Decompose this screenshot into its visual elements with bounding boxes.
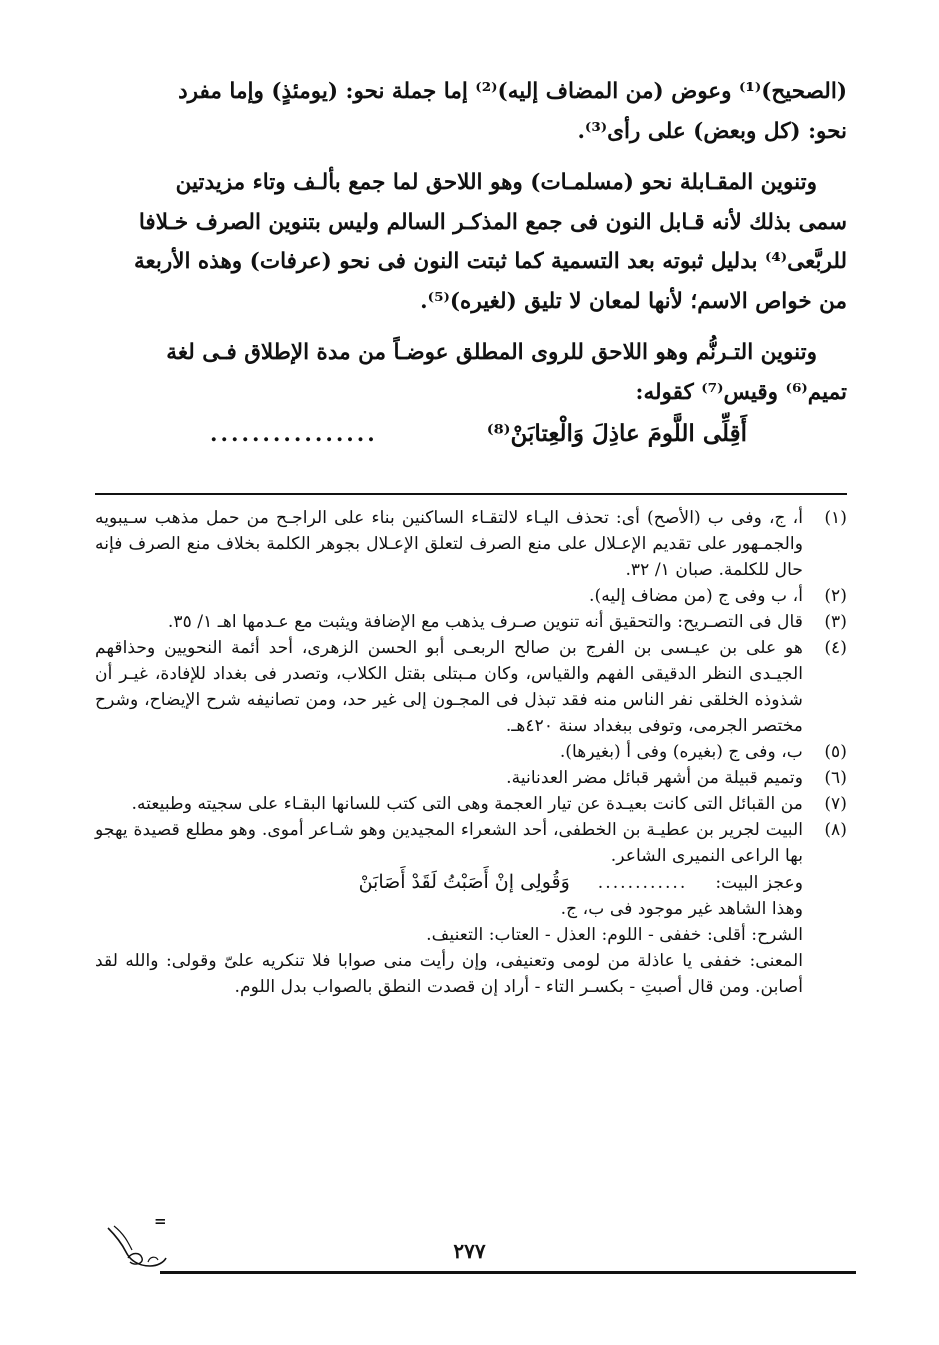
footnote-text: البيت لجرير بن عطيـة بن الخطفى، أحد الشعراء المجيدين وهو شـاعر أموى. وهو مطلع قصيدة يهجو بها الراعى النميرى الشاعر. xyxy=(95,820,803,866)
paragraph-2-line-1: وتنوين المقـابلة نحو (مسلمـات) وهو اللاحق لما جمع بألـف وتاء مزيدتين xyxy=(175,170,817,195)
hemistich-label: وعجز البيت: xyxy=(715,873,803,893)
footnote-number: (٨) xyxy=(824,820,847,840)
footnote-2 xyxy=(95,583,847,609)
footnote-text: من القبائل التى كانت بعيـدة عن تيار العجمة وهى التى كتب للسانها البقـاء على سجيته وطبيعته. xyxy=(131,794,803,814)
page-body xyxy=(95,72,847,455)
paragraph-2-line-3: للربَّعى⁽⁴⁾ بدليل ثبوته بعد التسمية كما ثبتت النون فى نحو (عرفات) وهذه الأربعة xyxy=(133,249,847,274)
note-line: وهذا الشاهد غير موجود فى ب، ج. xyxy=(560,899,803,919)
poetry-verse xyxy=(95,414,847,455)
footnote-6 xyxy=(95,765,847,791)
footnote-text: قال فى التصـريح: والتحقيق أنه تنوين صـرف يذهب مع الإضافة ويثبت مع عـدمها اهـ ١/ ٣٥. xyxy=(167,612,803,632)
verse-second-hemistich xyxy=(95,869,803,896)
footnote-7 xyxy=(95,791,847,817)
footnote-number: (٧) xyxy=(824,794,847,814)
paragraph-1-line-2: نحو: (كل وبعض) على رأى⁽³⁾. xyxy=(577,118,847,144)
footnotes xyxy=(95,505,847,1000)
page-bottom-rule xyxy=(160,1271,856,1274)
paragraph-2-line-4: من خواص الاسم؛ لأنها لمعان لا تليق (لغيره)⁽⁵⁾. xyxy=(420,288,847,314)
hemistich-text: وَقُولِى إنْ أَصَبْتُ لَقَدْ أَصَابَنْ xyxy=(358,871,570,893)
footnote-4 xyxy=(95,635,847,739)
footnote-number: (٦) xyxy=(824,768,847,788)
footnote-number: (٢) xyxy=(824,586,847,606)
footnote-text: وتميم قبيلة من أشهر قبائل مضر العدنانية. xyxy=(506,768,803,788)
footnote-number: (١) xyxy=(824,508,847,528)
page-number: ٢٧٧ xyxy=(453,1239,486,1263)
paragraph-1-line-1: (الصحيح)⁽¹⁾ وعوض (من المضاف إليه)⁽²⁾ إما جملة نحو: (يومئذٍ) وإما مفرد xyxy=(178,79,847,104)
paragraph-3-line-2: تميم⁽⁶⁾ وقيس⁽⁷⁾ كقوله: xyxy=(635,379,847,405)
main-text xyxy=(95,72,847,455)
footnote-8-details xyxy=(95,869,847,1000)
footnote-number: (٥) xyxy=(824,742,847,762)
paragraph-2-line-2: سمى بذلك لأنه قـابل النون فى جمع المذكـر السالم وليس بتنوين الصرف خـلافا xyxy=(138,209,847,235)
footnote-3 xyxy=(95,609,847,635)
verse-text: أَقِلِّى اللَّومَ عاذِلَ وَالْعِتابَنْ⁽⁸⁾ xyxy=(486,420,747,447)
footnote-separator xyxy=(95,493,847,495)
note-explanation: الشرح: أقلى: خففى - اللوم: العذل - العتاب: التعنيف. xyxy=(426,925,803,945)
footnote-text: أ، ج، وفى ب (الأصح) أى: تحذف اليـاء لالتقـاء الساكنين بناء على الراجـح من حمل مذهب سـيبويه والجمـهور على تقديم الإعـلال على منع الصرف لتعلق الإعـلال بجوهر الكلمة بخلاف منع الصرف فإنه حال للكلمة. صبان ١/ ٣٢. xyxy=(95,508,803,580)
verse-ellipsis: ................ xyxy=(210,422,378,447)
footnote-text: ب، وفى ج (بغيره) وفى أ (بغيرها). xyxy=(559,742,803,762)
footnote-text: هو على بن عيـسى بن الفرج بن صالح الربعـى أبو الحسن الزهرى، أحد أئمة النحويين وحذاقهم الجيـدى النظر الدقيقى الفهم والقياس، وكان مـبتلى بقتل الكلاب، وتصدر فى بغداد للإفادة، غيـر أن شذوذه الخلقى نفر الناس منه فقد تبذل فى المجـون إلى غير حد، ومن تصانيفه شرح الإيضاح، وشرح مختصر الجرمى، وتوفى ببغداد سنة ٤٢٠هـ. xyxy=(95,638,803,736)
continuation-mark: = xyxy=(154,1212,167,1230)
note-meaning: المعنى: خففى يا عاذلة من لومى وتعنيفى، وإن رأيت منى صوابا فلا تنكريه علىّ وقولى: والله لقد أصابن. ومن قال أصبتِ - بكسـر التاء - أراد إن قصدت النطق بالصواب بدل اللوم. xyxy=(95,951,803,997)
hemistich-ellipsis: ............ xyxy=(597,873,688,893)
paragraph-3-line-1: وتنوين التـرنُّم وهو اللاحق للروى المطلق عوضـاً من مدة الإطلاق فـى لغة xyxy=(166,340,817,365)
footnote-number: (٤) xyxy=(824,638,847,658)
footnote-number: (٣) xyxy=(824,612,847,632)
footnote-8 xyxy=(95,817,847,869)
footnote-5 xyxy=(95,739,847,765)
footnote-1 xyxy=(95,505,847,583)
footnote-text: أ، ب وفى ج (من مضاف إليه). xyxy=(589,586,803,606)
